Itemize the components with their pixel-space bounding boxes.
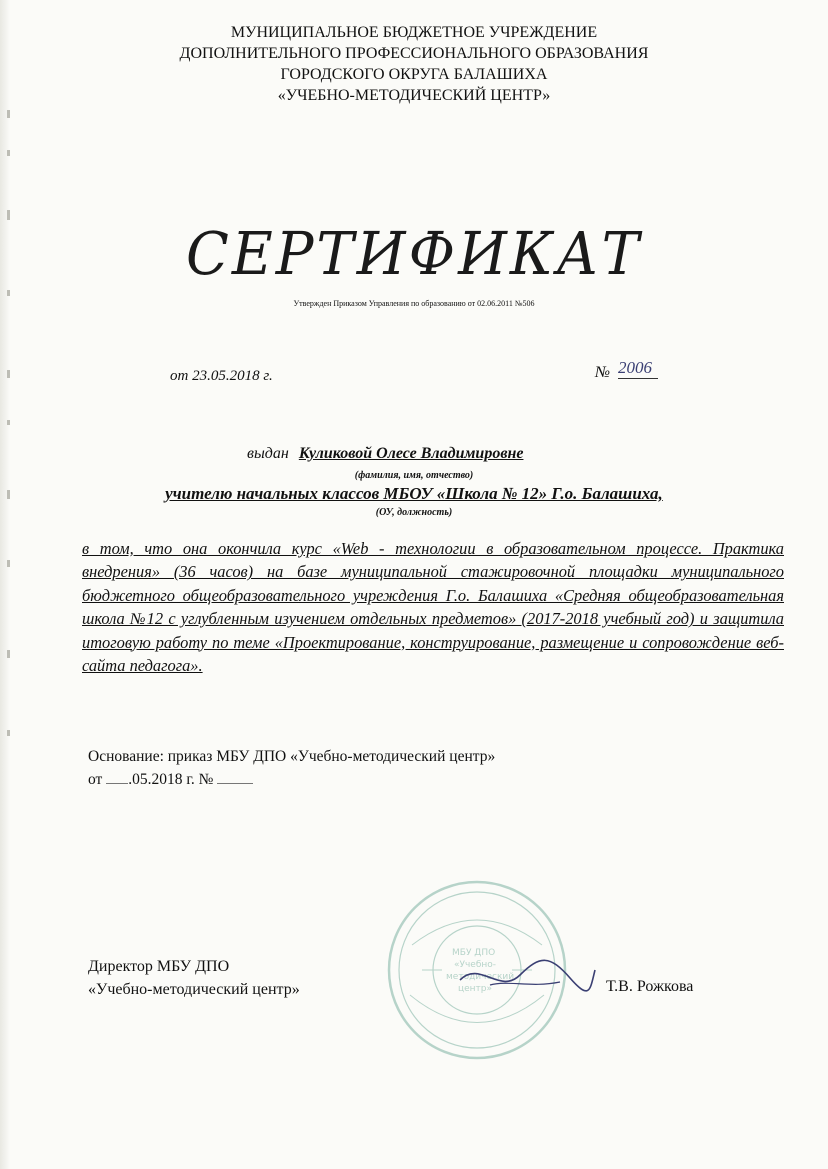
basis-block bbox=[88, 745, 495, 791]
basis-date-number: .05.2018 г. № bbox=[128, 771, 214, 788]
basis-line-1: Основание: приказ МБУ ДПО «Учебно-методический центр» bbox=[88, 748, 496, 765]
signer-name: Т.В. Рожкова bbox=[606, 978, 694, 995]
issued-to-line bbox=[247, 445, 523, 463]
certificate-body bbox=[82, 537, 784, 677]
certificate-title: СЕРТИФИКАТ bbox=[185, 220, 642, 289]
certificate-number: 2006 bbox=[618, 358, 658, 379]
header-line-1: МУНИЦИПАЛЬНОЕ БЮДЖЕТНОЕ УЧРЕЖДЕНИЕ bbox=[230, 24, 598, 41]
issue-date: от 23.05.2018 г. bbox=[170, 368, 273, 384]
approval-note: Утвержден Приказом Управления по образованию от 02.06.2011 №506 bbox=[293, 299, 535, 308]
basis-number-blank bbox=[217, 783, 253, 784]
header-line-3: ГОРОДСКОГО ОКРУГА БАЛАШИХА bbox=[280, 66, 548, 83]
director-signature bbox=[450, 950, 600, 1000]
stamp-text-3: методический bbox=[446, 972, 515, 982]
position-caption: (ОУ, должность) bbox=[375, 507, 453, 518]
name-caption: (фамилия, имя, отчество) bbox=[354, 470, 474, 481]
director-title-1: Директор МБУ ДПО bbox=[88, 958, 230, 975]
basis-from: от bbox=[88, 771, 103, 788]
basis-line-2 bbox=[88, 768, 495, 791]
recipient-position: учителю начальных классов МБОУ «Школа № 12» Г.о. Балашиха, bbox=[165, 484, 663, 503]
header-line-2: ДОПОЛНИТЕЛЬНОГО ПРОФЕССИОНАЛЬНОГО ОБРАЗОВАНИЯ bbox=[179, 45, 649, 62]
basis-day-blank bbox=[106, 783, 128, 784]
stamp-text-4: центр» bbox=[458, 984, 493, 994]
body-text: в том, что она окончила курс «Web - технологии в образовательном процессе. Практика внедрения» (36 часов) на базе муниципальной стажировочной площадки муниципального бюджетного общеобразовательного учреждения Г.о. Балашиха «Средняя общеобразовательная школа №12 с углубленным изучением отдельных предметов» (2017-2018 учебный год) и защитила итоговую работу по теме «Проектирование, конструирование, размещение и сопровождение веб-сайта педагога». bbox=[82, 539, 784, 676]
stamp-text-2: «Учебно- bbox=[454, 960, 497, 970]
director-title-2: «Учебно-методический центр» bbox=[88, 981, 300, 998]
organization-header bbox=[0, 22, 828, 106]
header-line-4: «УЧЕБНО-МЕТОДИЧЕСКИЙ ЦЕНТР» bbox=[277, 87, 551, 104]
issued-prefix: выдан bbox=[247, 445, 289, 462]
stamp-text-1: МБУ ДПО bbox=[452, 948, 496, 958]
recipient-name: Куликовой Олесе Владимировне bbox=[298, 445, 524, 462]
scan-perforation-marks bbox=[5, 90, 13, 790]
number-label: № bbox=[595, 364, 611, 381]
director-title-block bbox=[88, 955, 300, 1001]
